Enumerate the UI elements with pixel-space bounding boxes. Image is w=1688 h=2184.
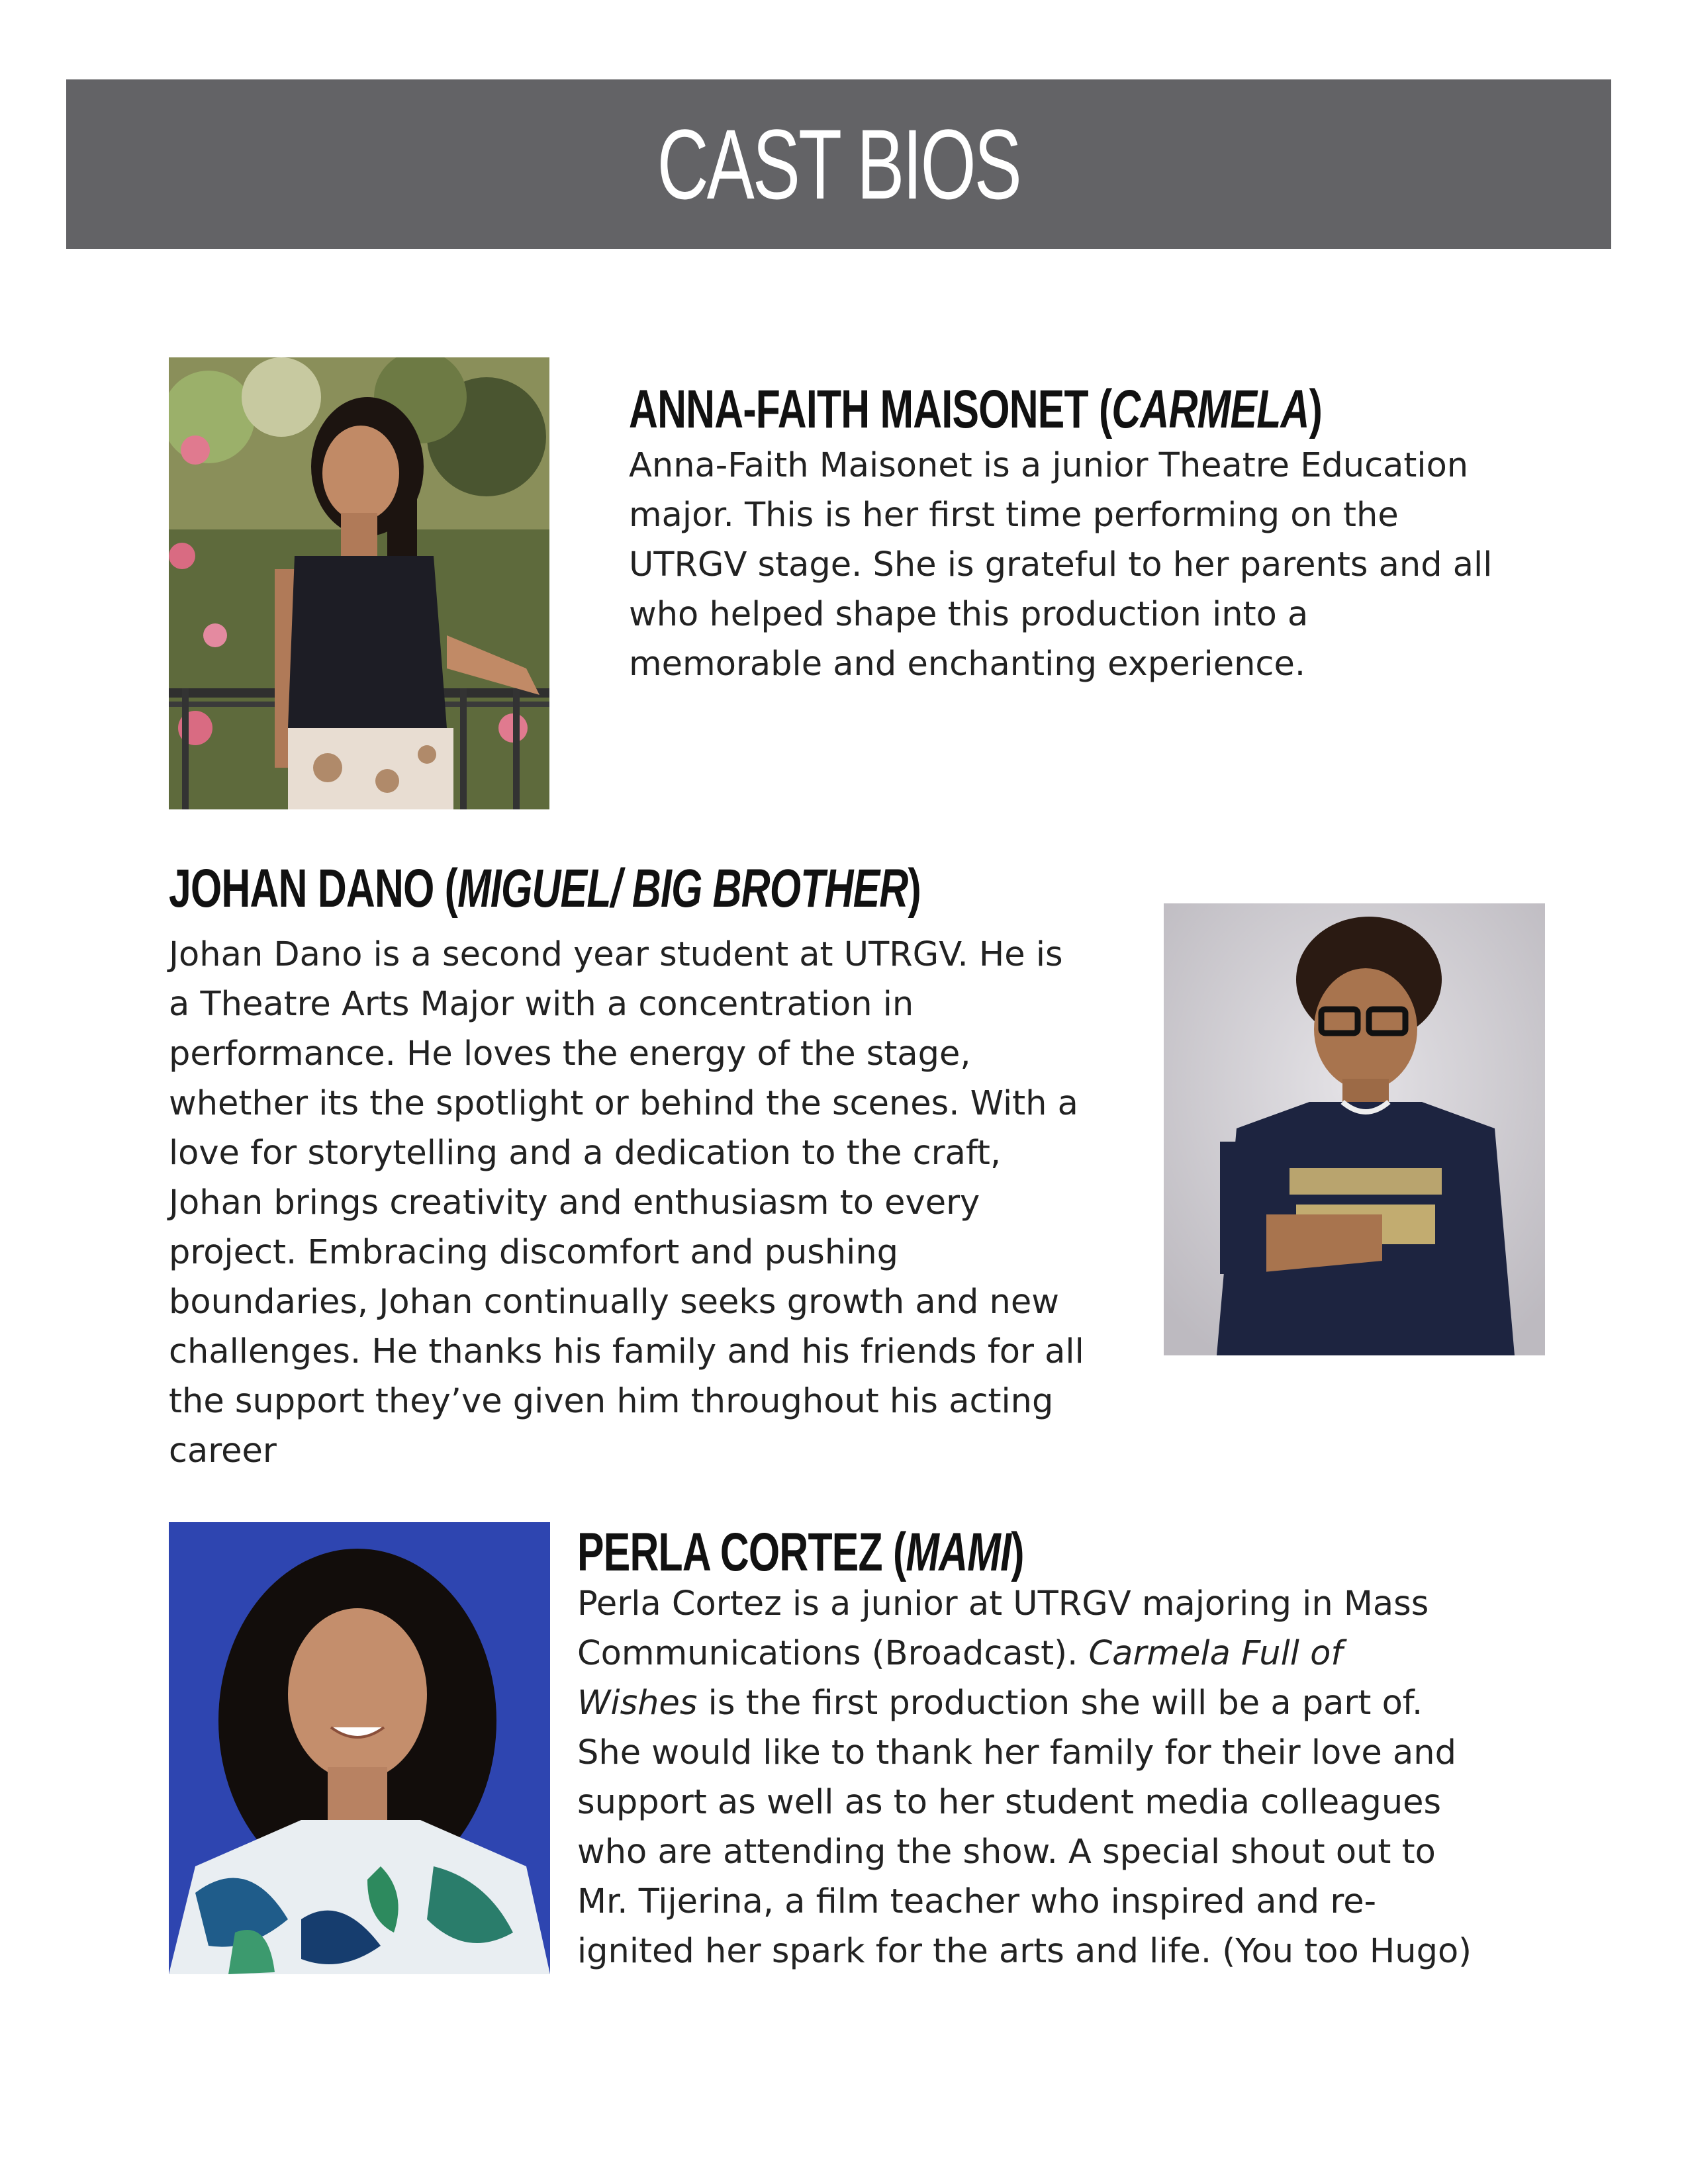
page-title: CAST BIOS xyxy=(657,109,1021,220)
cast-bio-perla: Perla Cortez is a junior at UTRGV majoring in Mass Communications (Broadcast). Carmela Full of Wishes is the first production she will be a part of. She would like to thank her family for their love and support as well as to her student media colleagues who are attending the show. A special shout out to Mr. Tijerina, a film teacher who inspired and re- ignited her spark for the arts and life. (You too Hugo) xyxy=(577,1584,1472,1971)
show-title: Carmela Full of xyxy=(1088,1634,1343,1673)
show-title: Wishes xyxy=(577,1684,698,1723)
cast-role: CARMELA xyxy=(1111,379,1309,439)
cast-name-johan: JOHAN DANO (MIGUEL/ BIG BROTHER) xyxy=(169,858,921,919)
anna-faith-photo xyxy=(169,357,549,809)
header-bar xyxy=(66,79,1611,249)
cast-bio-anna-faith: Anna-Faith Maisonet is a junior Theatre Education major. This is her first time performing on the UTRGV stage. She is grateful to her parents and all who helped shape this production into a memorable and enchanting experience. xyxy=(629,446,1493,684)
perla-photo xyxy=(169,1522,550,1974)
cast-name-anna-faith: ANNA-FAITH MAISONET (CARMELA) xyxy=(629,379,1323,439)
cast-bio-johan: Johan Dano is a second year student at UTRGV. He is a Theatre Arts Major with a concentration in performance. He loves the energy of the stage, whether its the spotlight or behind the scenes. With a love for storytelling and a dedication to the craft, Johan brings creativity and enthusiasm to every project. Embracing discomfort and pushing boundaries, Johan continually seeks growth and new challenges. He thanks his family and his friends for all the support they’ve given him throughout his acting career xyxy=(169,935,1084,1471)
johan-photo xyxy=(1164,903,1545,1355)
cast-role: MAMI xyxy=(906,1522,1011,1582)
cast-name-perla: PERLA CORTEZ (MAMI) xyxy=(577,1522,1024,1582)
cast-role: MIGUEL/ BIG BROTHER xyxy=(457,858,908,919)
